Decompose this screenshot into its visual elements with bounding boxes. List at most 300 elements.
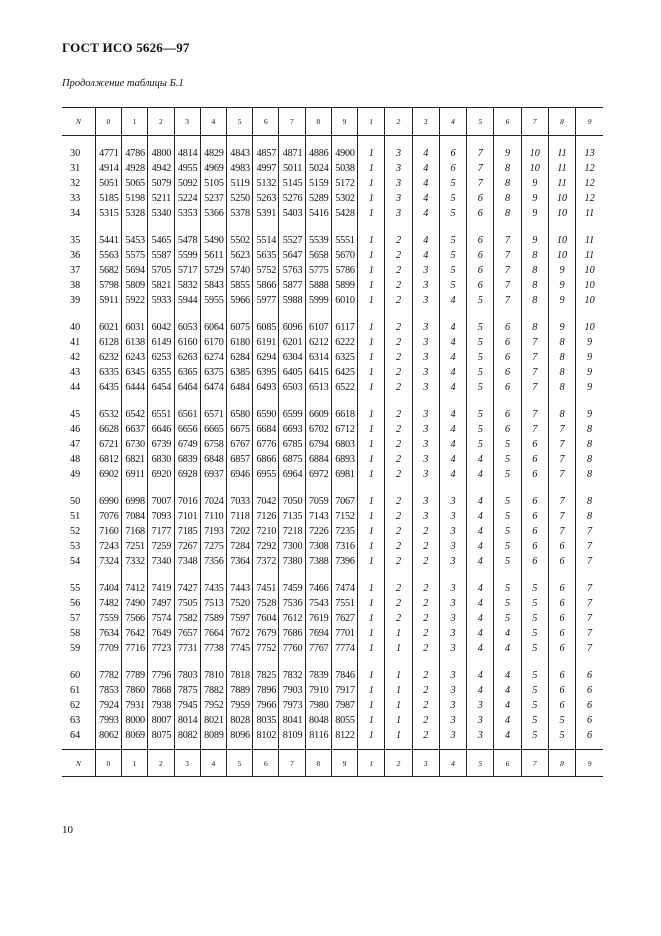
table-row	[62, 554, 603, 569]
difference-cell: 2	[385, 554, 412, 569]
mantissa-cell: 7917	[331, 683, 357, 698]
difference-cell: 8	[548, 335, 575, 350]
mantissa-cell: 6484	[226, 380, 252, 395]
difference-cell: 5	[467, 365, 494, 380]
difference-cell: 2	[412, 641, 439, 656]
mantissa-cell: 7292	[253, 539, 279, 554]
column-header-cell: 6	[253, 108, 279, 136]
mantissa-cell: 7760	[279, 641, 305, 656]
difference-cell: 7	[576, 539, 603, 554]
mantissa-cell: 6730	[122, 437, 148, 452]
column-footer-cell: 9	[576, 750, 603, 777]
difference-cell: 6	[548, 698, 575, 713]
group-spacer	[62, 136, 603, 147]
difference-cell: 8	[548, 350, 575, 365]
mantissa-cell: 6160	[174, 335, 200, 350]
difference-cell: 3	[439, 728, 466, 743]
column-header-cell: 6	[494, 108, 521, 136]
difference-cell: 2	[412, 713, 439, 728]
row-number-cell: 37	[70, 265, 81, 276]
mantissa-cell: 8035	[253, 713, 279, 728]
mantissa-cell: 6794	[305, 437, 331, 452]
table-row	[62, 350, 603, 365]
difference-cell: 5	[521, 626, 548, 641]
difference-cell: 6	[521, 539, 548, 554]
mantissa-cell: 6955	[253, 467, 279, 482]
mantissa-cell: 5145	[279, 176, 305, 191]
mantissa-cell: 6937	[200, 467, 226, 482]
mantissa-cell: 7218	[279, 524, 305, 539]
mantissa-cell: 6580	[226, 407, 252, 422]
column-header-cell: 7	[279, 108, 305, 136]
mantissa-cell: 5775	[305, 263, 331, 278]
mantissa-cell: 5051	[95, 176, 121, 191]
difference-cell: 1	[358, 554, 385, 569]
mantissa-cell: 7589	[200, 611, 226, 626]
mantissa-cell: 6274	[200, 350, 226, 365]
difference-cell: 8	[576, 467, 603, 482]
difference-cell: 2	[385, 611, 412, 626]
difference-cell: 7	[576, 611, 603, 626]
mantissa-cell: 5809	[122, 278, 148, 293]
difference-cell: 3	[412, 293, 439, 308]
difference-cell: 12	[576, 176, 603, 191]
difference-cell: 9	[576, 380, 603, 395]
mantissa-cell: 6637	[122, 422, 148, 437]
column-footer-cell: 6	[494, 750, 521, 777]
mantissa-cell: 6304	[279, 350, 305, 365]
mantissa-cell: 5658	[305, 248, 331, 263]
row-number-cell: 40	[70, 322, 81, 333]
row-number-cell: 61	[70, 685, 81, 696]
difference-cell: 7	[494, 278, 521, 293]
mantissa-cell: 5011	[279, 161, 305, 176]
mantissa-cell: 7767	[305, 641, 331, 656]
difference-cell: 7	[576, 524, 603, 539]
mantissa-cell: 6425	[331, 365, 357, 380]
mantissa-cell: 7694	[305, 626, 331, 641]
difference-cell: 4	[439, 422, 466, 437]
mantissa-cell: 6435	[95, 380, 121, 395]
difference-cell: 8	[548, 365, 575, 380]
difference-cell: 3	[467, 728, 494, 743]
mantissa-cell: 5988	[279, 293, 305, 308]
mantissa-cell: 5366	[200, 206, 226, 221]
difference-cell: 4	[439, 320, 466, 335]
mantissa-cell: 7657	[174, 626, 200, 641]
difference-cell: 4	[494, 626, 521, 641]
difference-cell: 7	[467, 161, 494, 176]
difference-cell: 2	[385, 365, 412, 380]
mantissa-cell: 7679	[253, 626, 279, 641]
difference-cell: 4	[412, 146, 439, 161]
mantissa-cell: 7332	[122, 554, 148, 569]
row-number-cell: 35	[70, 235, 81, 246]
difference-cell: 4	[467, 554, 494, 569]
difference-cell: 2	[385, 581, 412, 596]
mantissa-cell: 8122	[331, 728, 357, 743]
mantissa-cell: 5866	[253, 278, 279, 293]
mantissa-cell: 6284	[226, 350, 252, 365]
mantissa-cell: 5079	[148, 176, 174, 191]
difference-cell: 1	[358, 452, 385, 467]
mantissa-cell: 4928	[122, 161, 148, 176]
mantissa-cell: 7202	[226, 524, 252, 539]
difference-cell: 7	[467, 176, 494, 191]
mantissa-cell: 5514	[253, 233, 279, 248]
mantissa-cell: 6656	[174, 422, 200, 437]
difference-cell: 8	[521, 320, 548, 335]
difference-cell: 1	[358, 539, 385, 554]
row-number-cell: 34	[70, 208, 81, 219]
difference-cell: 5	[521, 713, 548, 728]
mantissa-cell: 5105	[200, 176, 226, 191]
difference-cell: 7	[576, 581, 603, 596]
mantissa-cell: 7084	[122, 509, 148, 524]
difference-cell: 4	[467, 611, 494, 626]
mantissa-cell: 8075	[148, 728, 174, 743]
difference-cell: 9	[576, 335, 603, 350]
mantissa-cell: 6522	[331, 380, 357, 395]
difference-cell: 10	[548, 233, 575, 248]
mantissa-cell: 4814	[174, 146, 200, 161]
difference-cell: 6	[494, 320, 521, 335]
difference-cell: 6	[439, 146, 466, 161]
table-row	[62, 683, 603, 698]
mantissa-cell: 7497	[148, 596, 174, 611]
mantissa-cell: 5465	[148, 233, 174, 248]
difference-cell: 3	[467, 698, 494, 713]
mantissa-cell: 5899	[331, 278, 357, 293]
row-number-cell: 59	[70, 643, 81, 654]
difference-cell: 1	[358, 320, 385, 335]
difference-cell: 8	[494, 176, 521, 191]
difference-cell: 1	[358, 494, 385, 509]
mantissa-cell: 5647	[279, 248, 305, 263]
difference-cell: 9	[521, 176, 548, 191]
group-spacer	[62, 569, 603, 581]
difference-cell: 3	[412, 407, 439, 422]
difference-cell: 1	[358, 728, 385, 743]
mantissa-cell: 7419	[148, 581, 174, 596]
mantissa-cell: 5224	[174, 191, 200, 206]
difference-cell: 4	[439, 350, 466, 365]
difference-cell: 2	[412, 524, 439, 539]
difference-cell: 4	[494, 728, 521, 743]
difference-cell: 2	[412, 626, 439, 641]
row-number-cell: 55	[70, 583, 81, 594]
mantissa-cell: 5024	[305, 161, 331, 176]
mantissa-cell: 5378	[226, 206, 252, 221]
difference-cell: 3	[412, 452, 439, 467]
difference-cell: 1	[358, 365, 385, 380]
difference-cell: 9	[521, 206, 548, 221]
mantissa-cell: 5527	[279, 233, 305, 248]
difference-cell: 8	[494, 161, 521, 176]
mantissa-cell: 5428	[331, 206, 357, 221]
mantissa-cell: 7832	[279, 668, 305, 683]
mantissa-cell: 7364	[226, 554, 252, 569]
difference-cell: 5	[467, 320, 494, 335]
mantissa-cell: 7135	[279, 509, 305, 524]
mantissa-cell: 5478	[174, 233, 200, 248]
mantissa-cell: 7316	[331, 539, 357, 554]
mantissa-cell: 5877	[279, 278, 305, 293]
table-row	[62, 581, 603, 596]
difference-cell: 4	[467, 494, 494, 509]
difference-cell: 10	[521, 161, 548, 176]
column-footer-cell: 8	[548, 750, 575, 777]
mantissa-cell: 5944	[174, 293, 200, 308]
difference-cell: 5	[439, 278, 466, 293]
difference-cell: 7	[548, 524, 575, 539]
mantissa-cell: 5237	[200, 191, 226, 206]
difference-cell: 1	[358, 146, 385, 161]
mantissa-cell: 7686	[279, 626, 305, 641]
mantissa-cell: 6180	[226, 335, 252, 350]
column-header-cell: 1	[358, 108, 385, 136]
table-row	[62, 641, 603, 656]
table-row	[62, 524, 603, 539]
mantissa-cell: 7059	[305, 494, 331, 509]
row-number-cell: 43	[70, 367, 81, 378]
mantissa-cell: 6464	[174, 380, 200, 395]
row-number-cell: 39	[70, 295, 81, 306]
column-footer-cell: 4	[439, 750, 466, 777]
mantissa-cell: 6085	[253, 320, 279, 335]
column-footer-cell: 4	[200, 750, 226, 777]
mantissa-cell: 8089	[200, 728, 226, 743]
difference-cell: 1	[358, 335, 385, 350]
difference-cell: 6	[576, 683, 603, 698]
mantissa-cell: 7559	[95, 611, 121, 626]
difference-cell: 5	[439, 248, 466, 263]
table-header-row	[62, 108, 603, 136]
table-row	[62, 698, 603, 713]
mantissa-cell: 6345	[122, 365, 148, 380]
mantissa-cell: 5798	[95, 278, 121, 293]
mantissa-cell: 7275	[200, 539, 226, 554]
difference-cell: 4	[467, 539, 494, 554]
difference-cell: 4	[412, 248, 439, 263]
mantissa-cell: 5955	[200, 293, 226, 308]
logarithm-table	[62, 107, 603, 777]
mantissa-cell: 7612	[279, 611, 305, 626]
difference-cell: 11	[576, 206, 603, 221]
column-footer-cell: 8	[305, 750, 331, 777]
row-number-cell: 30	[70, 148, 81, 159]
mantissa-cell: 7459	[279, 581, 305, 596]
difference-cell: 10	[576, 263, 603, 278]
difference-cell: 7	[548, 494, 575, 509]
row-number-cell: 60	[70, 670, 81, 681]
difference-cell: 3	[439, 596, 466, 611]
mantissa-cell: 5977	[253, 293, 279, 308]
difference-cell: 9	[576, 365, 603, 380]
mantissa-cell: 5888	[305, 278, 331, 293]
mantissa-cell: 5729	[200, 263, 226, 278]
mantissa-cell: 4829	[200, 146, 226, 161]
mantissa-cell: 7101	[174, 509, 200, 524]
mantissa-cell: 6875	[279, 452, 305, 467]
difference-cell: 4	[412, 191, 439, 206]
mantissa-cell: 6839	[174, 452, 200, 467]
table-row	[62, 320, 603, 335]
mantissa-cell: 5403	[279, 206, 305, 221]
mantissa-cell: 7404	[95, 581, 121, 596]
difference-cell: 6	[548, 596, 575, 611]
difference-cell: 2	[412, 581, 439, 596]
difference-cell: 1	[358, 437, 385, 452]
mantissa-cell: 7226	[305, 524, 331, 539]
difference-cell: 3	[412, 320, 439, 335]
mantissa-cell: 7634	[95, 626, 121, 641]
difference-cell: 4	[467, 581, 494, 596]
difference-cell: 7	[548, 422, 575, 437]
mantissa-cell: 5635	[253, 248, 279, 263]
difference-cell: 6	[521, 509, 548, 524]
mantissa-cell: 5502	[226, 233, 252, 248]
mantissa-cell: 5276	[279, 191, 305, 206]
difference-cell: 1	[358, 581, 385, 596]
mantissa-cell: 5159	[305, 176, 331, 191]
mantissa-cell: 7731	[174, 641, 200, 656]
difference-cell: 5	[467, 437, 494, 452]
mantissa-cell: 6243	[122, 350, 148, 365]
mantissa-cell: 6561	[174, 407, 200, 422]
mantissa-cell: 6212	[305, 335, 331, 350]
mantissa-cell: 7016	[174, 494, 200, 509]
mantissa-cell: 6064	[200, 320, 226, 335]
difference-cell: 5	[521, 596, 548, 611]
table-footer-row	[62, 750, 603, 777]
group-spacer	[62, 395, 603, 407]
column-footer-cell: N	[62, 750, 95, 777]
table-row	[62, 422, 603, 437]
mantissa-cell: 7903	[279, 683, 305, 698]
mantissa-cell: 6222	[331, 335, 357, 350]
mantissa-cell: 6812	[95, 452, 121, 467]
mantissa-cell: 7168	[122, 524, 148, 539]
difference-cell: 5	[439, 176, 466, 191]
mantissa-cell: 5119	[226, 176, 252, 191]
column-header-cell: 3	[174, 108, 200, 136]
difference-cell: 3	[439, 539, 466, 554]
table-row	[62, 728, 603, 743]
difference-cell: 7	[576, 596, 603, 611]
column-footer-cell: 3	[174, 750, 200, 777]
difference-cell: 5	[521, 668, 548, 683]
mantissa-cell: 7803	[174, 668, 200, 683]
mantissa-cell: 6075	[226, 320, 252, 335]
mantissa-cell: 6665	[200, 422, 226, 437]
difference-cell: 2	[385, 407, 412, 422]
mantissa-cell: 7818	[226, 668, 252, 683]
mantissa-cell: 6749	[174, 437, 200, 452]
column-header-cell: 5	[226, 108, 252, 136]
difference-cell: 2	[412, 683, 439, 698]
difference-cell: 3	[412, 467, 439, 482]
difference-cell: 6	[548, 683, 575, 698]
mantissa-cell: 5821	[148, 278, 174, 293]
difference-cell: 3	[439, 641, 466, 656]
difference-cell: 6	[548, 581, 575, 596]
mantissa-cell: 8102	[253, 728, 279, 743]
difference-cell: 6	[548, 626, 575, 641]
difference-cell: 1	[358, 683, 385, 698]
mantissa-cell: 5563	[95, 248, 121, 263]
difference-cell: 4	[467, 509, 494, 524]
difference-cell: 4	[494, 683, 521, 698]
difference-cell: 3	[439, 524, 466, 539]
mantissa-cell: 5302	[331, 191, 357, 206]
mantissa-cell: 6405	[279, 365, 305, 380]
difference-cell: 5	[494, 437, 521, 452]
difference-cell: 5	[467, 335, 494, 350]
row-number-cell: 38	[70, 280, 81, 291]
difference-cell: 2	[385, 452, 412, 467]
table-row	[62, 365, 603, 380]
mantissa-cell: 5682	[95, 263, 121, 278]
difference-cell: 11	[576, 233, 603, 248]
mantissa-cell: 7931	[122, 698, 148, 713]
difference-cell: 5	[494, 539, 521, 554]
difference-cell: 3	[412, 263, 439, 278]
difference-cell: 10	[576, 293, 603, 308]
mantissa-cell: 6117	[331, 320, 357, 335]
mantissa-cell: 7716	[122, 641, 148, 656]
difference-cell: 6	[467, 263, 494, 278]
mantissa-cell: 7774	[331, 641, 357, 656]
mantissa-cell: 6493	[253, 380, 279, 395]
mantissa-cell: 7348	[174, 554, 200, 569]
difference-cell: 4	[412, 233, 439, 248]
difference-cell: 2	[385, 494, 412, 509]
mantissa-cell: 6628	[95, 422, 121, 437]
mantissa-cell: 7243	[95, 539, 121, 554]
row-number-cell: 48	[70, 454, 81, 465]
mantissa-cell: 7924	[95, 698, 121, 713]
mantissa-cell: 5855	[226, 278, 252, 293]
mantissa-cell: 7388	[305, 554, 331, 569]
mantissa-cell: 6609	[305, 407, 331, 422]
difference-cell: 6	[521, 467, 548, 482]
mantissa-cell: 5740	[226, 263, 252, 278]
difference-cell: 1	[358, 407, 385, 422]
row-number-cell: 32	[70, 178, 81, 189]
mantissa-cell: 5490	[200, 233, 226, 248]
difference-cell: 4	[494, 641, 521, 656]
column-footer-cell: 6	[253, 750, 279, 777]
column-header-cell: 1	[122, 108, 148, 136]
row-number-cell: 52	[70, 526, 81, 537]
difference-cell: 6	[548, 539, 575, 554]
difference-cell: 6	[576, 728, 603, 743]
mantissa-cell: 6857	[226, 452, 252, 467]
difference-cell: 6	[521, 524, 548, 539]
document-title: ГОСТ ИСО 5626—97	[62, 40, 190, 55]
mantissa-cell: 7987	[331, 698, 357, 713]
mantissa-cell: 6571	[200, 407, 226, 422]
difference-cell: 3	[439, 626, 466, 641]
row-number-cell: 49	[70, 469, 81, 480]
mantissa-cell: 5611	[200, 248, 226, 263]
mantissa-cell: 5539	[305, 233, 331, 248]
mantissa-cell: 5705	[148, 263, 174, 278]
mantissa-cell: 5694	[122, 263, 148, 278]
mantissa-cell: 7745	[226, 641, 252, 656]
difference-cell: 1	[385, 626, 412, 641]
